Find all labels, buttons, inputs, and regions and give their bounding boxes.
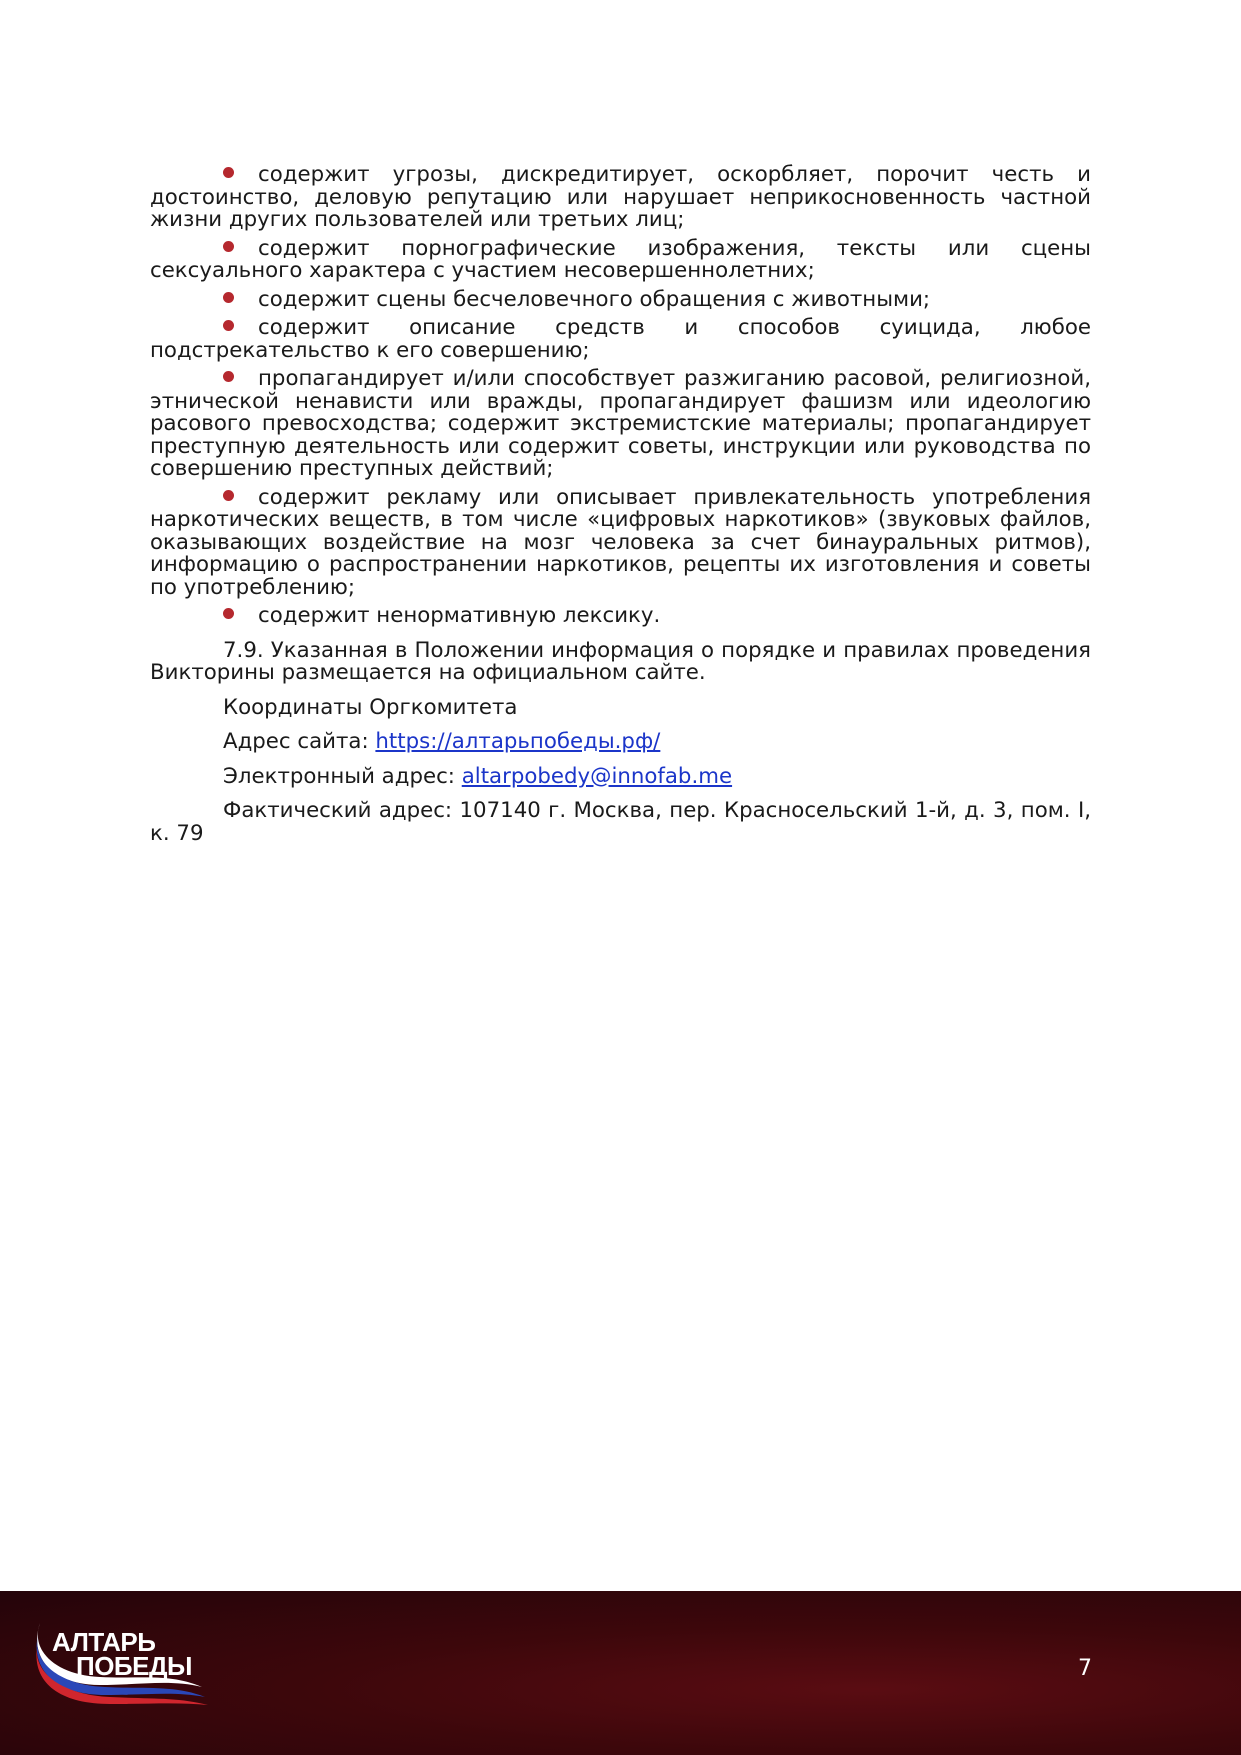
page-footer	[0, 1591, 1241, 1755]
bullet-icon	[223, 490, 234, 501]
bullet-icon	[223, 320, 234, 331]
list-item: содержит угрозы, дискредитирует, оскорбляет, порочит честь и достоинство, деловую репутацию или нарушает неприкосновенность частной жизни других пользователей или третьих лиц;	[150, 162, 1091, 232]
email-label: Электронный адрес:	[223, 763, 462, 789]
bullet-icon	[223, 371, 234, 382]
bullet-icon	[223, 241, 234, 252]
bullet-icon	[223, 167, 234, 178]
email-link[interactable]: altarpobedy@innofab.me	[461, 763, 733, 789]
list-item: пропагандирует и/или способствует разжиганию расовой, религиозной, этнической ненависти или вражды, пропагандирует фашизм или идеологию расового превосходства; содержит экстремистские материалы; пропагандирует преступную деятельность или содержит советы, инструкции или руководства по совершению преступных действий;	[150, 366, 1091, 481]
bullet-icon	[223, 608, 234, 619]
list-item: содержит ненормативную лексику.	[150, 605, 1091, 628]
bullet-icon	[223, 292, 234, 303]
altar-pobedy-logo	[30, 1605, 210, 1705]
list-item: содержит рекламу или описывает привлекательность употребления наркотических веществ, в том числе «цифровых наркотиков» (звуковых файлов, оказывающих воздействие на мозг человека за счет бинауральных ритмов), информацию о распространении наркотиков, рецепты их изготовления и советы по употреблению;	[150, 484, 1091, 600]
email-line	[150, 763, 1091, 789]
document-body	[150, 164, 1091, 857]
list-item: содержит описание средств и способов суицида, любое подстрекательство к его совершению;	[150, 315, 1091, 363]
contacts-heading: Координаты Оргкомитета	[223, 694, 518, 720]
site-address-line	[150, 731, 1091, 754]
list-item: содержит сцены бесчеловечного обращения с животными;	[150, 289, 1091, 312]
physical-address: Фактический адрес: 107140 г. Москва, пер. Красносельский 1-й, д. 3, пом. I, к. 79	[150, 798, 1091, 846]
page-number: 7	[1078, 1656, 1092, 1681]
logo-line-1: АЛТАРЬ	[52, 1627, 156, 1657]
section-7-9: 7.9. Указанная в Положении информация о порядке и правилах проведения Викторины размещается на официальном сайте.	[150, 637, 1091, 685]
list-item: содержит порнографические изображения, тексты или сцены сексуального характера с участием несовершеннолетних;	[150, 235, 1091, 283]
site-link[interactable]: https://алтарьпобеды.рф/	[375, 729, 661, 754]
site-label: Адрес сайта:	[223, 729, 376, 754]
logo-line-2: ПОБЕДЫ	[76, 1651, 192, 1681]
